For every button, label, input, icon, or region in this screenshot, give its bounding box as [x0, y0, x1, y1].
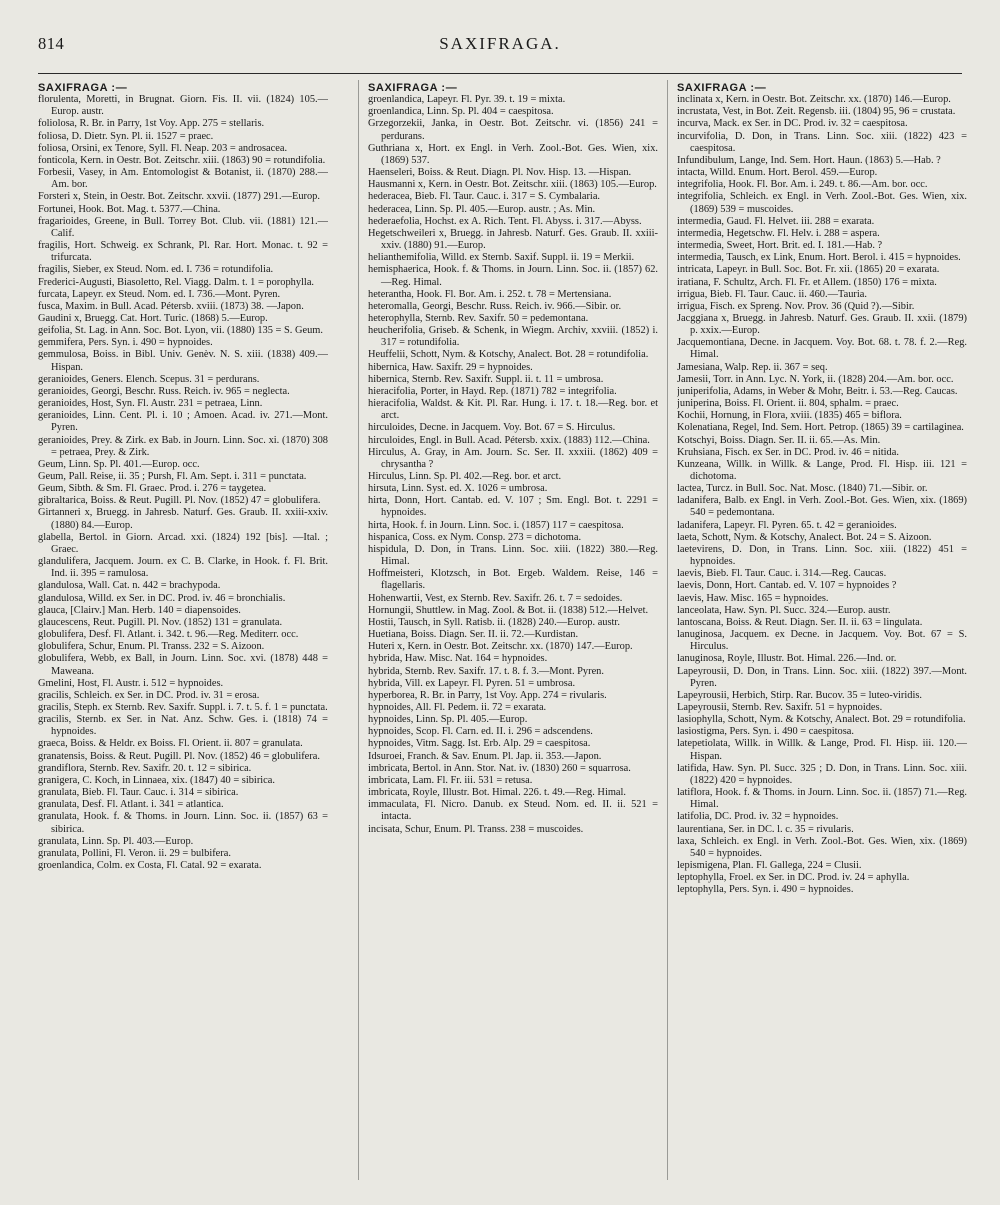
- running-title: SAXIFRAGA.: [439, 34, 561, 53]
- index-entry: granulata, Bieb. Fl. Taur. Cauc. i. 314 = sibirica.: [38, 787, 239, 799]
- index-entry: hederacea, Linn. Sp. Pl. 405.—Europ. austr. ; As. Min.: [368, 203, 596, 215]
- index-entry: latifida, Haw. Syn. Pl. Succ. 325 ; D. Don, in Trans. Linn. Soc. xiii. (1822) 420 = hypnoides.: [677, 762, 967, 786]
- index-entry: juniperina, Boiss. Fl. Orient. ii. 804, sphalm. = praec.: [677, 398, 899, 410]
- index-entry: hirsuta, Linn. Syst. ed. X. 1026 = umbrosa.: [368, 483, 548, 495]
- page-header: [0, 32, 1000, 72]
- column-heading: SAXIFRAGA :—: [38, 82, 128, 94]
- index-entry: hypnoides, Vitm. Sagg. Ist. Erb. Alp. 29 = caespitosa.: [368, 738, 591, 750]
- index-entry: glaucescens, Reut. Pugill. Pl. Nov. (1852) 131 = granulata.: [38, 616, 283, 628]
- index-entry: leptophylla, Froel. ex Ser. in DC. Prod. iv. 24 = aphylla.: [677, 872, 910, 884]
- index-entry: incurva, Mack. ex Ser. in DC. Prod. iv. 32 = caespitosa.: [677, 118, 908, 130]
- index-entry: Kochii, Hornung, in Flora, xviii. (1835) 465 = biflora.: [677, 410, 902, 422]
- index-entry: hirculoides, Decne. in Jacquem. Voy. Bot. 67 = S. Hirculus.: [368, 422, 616, 434]
- index-entry: Hirculus, A. Gray, in Am. Journ. Sc. Ser. II. xxxiii. (1862) 409 = chrysantha ?: [368, 446, 658, 470]
- index-entry: groenlandica, Lapeyr. Fl. Pyr. 39. t. 19 = mixta.: [368, 94, 566, 106]
- index-entry: iratiana, F. Schultz, Arch. Fl. Fr. et Allem. (1850) 176 = mixta.: [677, 276, 937, 288]
- index-entry: fragilis, Hort. Schweig. ex Schrank, Pl. Rar. Hort. Monac. t. 92 = trifurcata.: [38, 240, 328, 264]
- index-entry: intricata, Lapeyr. in Bull. Soc. Bot. Fr. xii. (1865) 20 = exarata.: [677, 264, 940, 276]
- index-entry: laurentiana, Ser. in DC. l. c. 35 = rivularis.: [677, 823, 854, 835]
- index-entry: lanceolata, Haw. Syn. Pl. Succ. 324.—Europ. austr.: [677, 604, 891, 616]
- index-entry: foliosa, D. Dietr. Syn. Pl. ii. 1527 = praec.: [38, 130, 214, 142]
- index-entry: geranioides, Georgi, Beschr. Russ. Reich. iv. 965 = neglecta.: [38, 385, 290, 397]
- index-entry: lactea, Turcz. in Bull. Soc. Nat. Mosc. (1840) 71.—Sibir. or.: [677, 483, 928, 495]
- index-entry: gibraltarica, Boiss. & Reut. Pugill. Pl. Nov. (1852) 47 = globulifera.: [38, 495, 321, 507]
- index-entry: immaculata, Fl. Nicro. Danub. ex Steud. Nom. ed. II. ii. 521 = intacta.: [368, 799, 658, 823]
- index-entry: hispidula, D. Don, in Trans. Linn. Soc. xiii. (1822) 380.—Reg. Himal.: [368, 543, 658, 568]
- index-entry: heucherifolia, Griseb. & Schenk, in Wiegm. Archiv, xxviii. (1852) i. 317 = rotundifolia.: [368, 325, 658, 349]
- index-entry: Infundibulum, Lange, Ind. Sem. Hort. Haun. (1863) 5.—Hab. ?: [677, 154, 941, 166]
- index-entry: latiflora, Hook. f. & Thoms. in Journ. Linn. Soc. ii. (1857) 71.—Reg. Himal.: [677, 787, 967, 811]
- index-entry: geranioides, Geners. Elench. Scepus. 31 = perdurans.: [38, 373, 260, 385]
- index-entry: Forbesii, Vasey, in Am. Entomologist & Botanist, ii. (1870) 288.—Am. bor.: [38, 167, 328, 191]
- index-entry: lanuginosa, Royle, Illustr. Bot. Himal. 226.—Ind. or.: [677, 653, 897, 665]
- index-entry: latepetiolata, Willk. in Willk. & Lange, Prod. Fl. Hisp. iii. 120.—Hispan.: [677, 738, 967, 762]
- index-entry: gracilis, Steph. ex Sternb. Rev. Saxifr. Suppl. i. 7. t. 5. f. 1 = punctata.: [38, 701, 328, 713]
- index-entry: gracilis, Sternb. ex Ser. in Nat. Anz. Schw. Ges. i. (1818) 74 = hypnoides.: [38, 714, 328, 738]
- index-entry: ladanifera, Lapeyr. Fl. Pyren. 65. t. 42 = geranioides.: [677, 519, 897, 531]
- index-entry: fragarioides, Greene, in Bull. Torrey Bot. Club. vii. (1881) 121.—Calif.: [38, 215, 328, 239]
- index-entry: globulifera, Desf. Fl. Atlant. i. 342. t. 96.—Reg. Mediterr. occ.: [38, 629, 299, 641]
- index-entry: Lapeyrousii, Herbich, Stirp. Rar. Bucov. 35 = luteo-viridis.: [677, 689, 922, 701]
- index-entry: Gmelini, Host, Fl. Austr. i. 512 = hypnoides.: [38, 677, 224, 689]
- index-entry: Lapeyrousii, Sternb. Rev. Saxifr. 51 = hypnoides.: [677, 701, 883, 713]
- index-entry: Geum, Linn. Sp. Pl. 401.—Europ. occ.: [38, 458, 200, 470]
- index-entry: hirta, Donn, Hort. Cantab. ed. V. 107 ; Sm. Engl. Bot. t. 2291 = hypnoides.: [368, 495, 658, 519]
- index-entry: hypnoides, Linn. Sp. Pl. 405.—Europ.: [368, 714, 528, 726]
- column-divider: [667, 80, 668, 1180]
- index-entry: hybrida, Haw. Misc. Nat. 164 = hypnoides.: [368, 653, 548, 665]
- index-entry: groenlandica, Linn. Sp. Pl. 404 = caespitosa.: [368, 106, 554, 118]
- index-entry: heterophylla, Sternb. Rev. Saxifr. 50 = pedemontana.: [368, 312, 589, 324]
- index-entry: Huteri x, Kern. in Oestr. Bot. Zeitschr. xx. (1870) 147.—Europ.: [368, 641, 633, 653]
- index-entry: heterantha, Hook. Fl. Bor. Am. i. 252. t. 78 = Mertensiana.: [368, 288, 612, 300]
- index-entry: hybrida, Sternb. Rev. Saxifr. 17. t. 8. f. 3.—Mont. Pyren.: [368, 665, 604, 677]
- index-entry: Hegetschweileri x, Bruegg. in Jahresb. Naturf. Ges. Graub. II. xxiii-xxiv. (1880) 91.—Europ.: [368, 227, 658, 252]
- index-entry: glandulosa, Willd. ex Ser. in DC. Prod. iv. 46 = bronchialis.: [38, 592, 286, 604]
- index-entry: hirculoides, Engl. in Bull. Acad. Pétersb. xxix. (1883) 112.—China.: [368, 434, 650, 446]
- index-entry: hieracifolia, Porter, in Hayd. Rep. (1871) 782 = integrifolia.: [368, 385, 617, 397]
- index-entry: foliosa, Orsini, ex Tenore, Syll. Fl. Neap. 203 = androsacea.: [38, 142, 288, 154]
- index-entry: Grzegorzekii, Janka, in Oestr. Bot. Zeitschr. vi. (1856) 241 = perdurans.: [368, 118, 658, 142]
- index-entry: Hornungii, Shuttlew. in Mag. Zool. & Bot. ii. (1838) 512.—Helvet.: [368, 604, 649, 616]
- index-entry: Heuffelii, Schott, Nym. & Kotschy, Analect. Bot. 28 = rotundifolia.: [368, 349, 649, 361]
- column-divider: [358, 80, 359, 1180]
- index-entry: Hausmanni x, Kern. in Oestr. Bot. Zeitschr. xiii. (1863) 105.—Europ.: [368, 179, 657, 191]
- index-entry: intermedia, Hegetschw. Fl. Helv. i. 288 = aspera.: [677, 227, 880, 239]
- index-entry: helianthemifolia, Willd. ex Sternb. Saxif. Suppl. ii. 19 = Merkii.: [368, 252, 635, 264]
- index-entry: Huetiana, Boiss. Diagn. Ser. II. ii. 72.—Kurdistan.: [368, 629, 579, 641]
- index-entry: Geum, Sibth. & Sm. Fl. Graec. Prod. i. 276 = taygetea.: [38, 483, 267, 495]
- page-number: 814: [38, 34, 65, 53]
- index-entry: Hirculus, Linn. Sp. Pl. 402.—Reg. bor. et arct.: [368, 471, 562, 482]
- index-entry: juniperifolia, Adams, in Weber & Mohr, Beitr. i. 53.—Reg. Caucas.: [677, 385, 958, 397]
- index-entry: Gaudini x, Bruegg. Cat. Hort. Turic. (1868) 5.—Europ.: [38, 312, 268, 324]
- index-entry: intacta, Willd. Enum. Hort. Berol. 459.—Europ.: [677, 167, 878, 179]
- index-entry: hybrida, Vill. ex Lapeyr. Fl. Pyren. 51 = umbrosa.: [368, 677, 576, 689]
- index-entry: gemmifera, Pers. Syn. i. 490 = hypnoides.: [38, 337, 213, 349]
- index-entry: fragilis, Sieber, ex Steud. Nom. ed. I. 736 = rotundifolia.: [38, 264, 274, 276]
- index-entry: laevis, Haw. Misc. 165 = hypnoides.: [677, 592, 829, 604]
- column-heading: SAXIFRAGA :—: [368, 82, 458, 94]
- index-entry: Hoffmeisteri, Klotzsch, in Bot. Ergeb. Waldem. Reise, 146 = flagellaris.: [368, 568, 658, 592]
- index-entry: groenlandica, Colm. ex Costa, Fl. Catal. 92 = exarata.: [38, 860, 262, 871]
- index-entry: Jamesii, Torr. in Ann. Lyc. N. York, ii. (1828) 204.—Am. bor. occ.: [677, 373, 954, 385]
- index-entry: Idsuroei, Franch. & Sav. Enum. Pl. Jap. ii. 353.—Japon.: [368, 750, 602, 762]
- index-entry: hemisphaerica, Hook. f. & Thoms. in Journ. Linn. Soc. ii. (1857) 62.—Reg. Himal.: [368, 264, 658, 288]
- index-entry: intermedia, Sweet, Hort. Brit. ed. I. 181.—Hab. ?: [677, 240, 883, 252]
- index-entry: inclinata x, Kern. in Oestr. Bot. Zeitschr. xx. (1870) 146.—Europ.: [677, 94, 951, 106]
- index-entry: intermedia, Gaud. Fl. Helvet. iii. 288 = exarata.: [677, 215, 875, 227]
- index-entry: incisata, Schur, Enum. Pl. Transs. 238 = muscoides.: [368, 823, 584, 835]
- index-entry: lanuginosa, Jacquem. ex Decne. in Jacquem. Voy. Bot. 67 = S. Hirculus.: [677, 629, 967, 653]
- index-entry: heteromalla, Georgi, Beschr. Russ. Reich. iv. 966.—Sibir. or.: [368, 300, 622, 312]
- index-entry: glabella, Bertol. in Giorn. Arcad. xxi. (1824) 192 [bis]. —Ital. ; Graec.: [38, 531, 328, 555]
- index-entry: Fortunei, Hook. Bot. Mag. t. 5377.—China.: [38, 203, 221, 215]
- index-entry: Jacquemontiana, Decne. in Jacquem. Voy. Bot. 68. t. 78. f. 2.—Reg. Himal.: [677, 337, 967, 361]
- index-entry: imbricata, Royle, Illustr. Bot. Himal. 226. t. 49.—Reg. Himal.: [368, 787, 627, 799]
- index-entry: florulenta, Moretti, in Brugnat. Giorn. Fis. II. vii. (1824) 105.—Europ. austr.: [38, 94, 328, 118]
- index-entry: hibernica, Haw. Saxifr. 29 = hypnoides.: [368, 361, 533, 373]
- index-entry: granulata, Hook. f. & Thoms. in Journ. Linn. Soc. ii. (1857) 63 = sibirica.: [38, 811, 328, 835]
- index-entry: Geum, Pall. Reise, ii. 35 ; Pursh, Fl. Am. Sept. i. 311 = punctata.: [38, 471, 307, 482]
- index-entry: incurvifolia, D. Don, in Trans. Linn. Soc. xiii. (1822) 423 = caespitosa.: [677, 130, 967, 154]
- index-entry: Hostii, Tausch, in Syll. Ratisb. ii. (1828) 240.—Europ. austr.: [368, 616, 620, 628]
- column-heading: SAXIFRAGA :—: [677, 82, 767, 94]
- index-entry: latifolia, DC. Prod. iv. 32 = hypnoides.: [677, 811, 839, 823]
- index-entry: glandulifera, Jacquem. Journ. ex C. B. Clarke, in Hook. f. Fl. Brit. Ind. ii. 395 = ramulosa.: [38, 556, 328, 580]
- index-entry: hypnoides, All. Fl. Pedem. ii. 72 = exarata.: [368, 701, 547, 713]
- index-entry: hederacea, Bieb. Fl. Taur. Cauc. i. 317 = S. Cymbalaria.: [368, 191, 601, 203]
- index-entry: laeta, Schott, Nym. & Kotschy, Analect. Bot. 24 = S. Aizoon.: [677, 531, 932, 543]
- index-entry: Frederici-Augusti, Biasoletto, Rel. Viagg. Dalm. t. 1 = porophylla.: [38, 276, 315, 288]
- index-entry: graeca, Boiss. & Heldr. ex Boiss. Fl. Orient. ii. 807 = granulata.: [38, 738, 303, 750]
- index-entry: Kolenatiana, Regel, Ind. Sem. Hort. Petrop. (1865) 39 = cartilaginea.: [677, 422, 964, 434]
- index-entry: hyperborea, R. Br. in Parry, 1st Voy. App. 274 = rivularis.: [368, 689, 607, 701]
- index-entry: globulifera, Webb, ex Ball, in Journ. Linn. Soc. xvi. (1878) 448 = Maweana.: [38, 653, 328, 677]
- index-entry: lasiostigma, Pers. Syn. i. 490 = caespitosa.: [677, 726, 855, 738]
- index-entry: geranioides, Prey. & Zirk. ex Bab. in Journ. Linn. Soc. xi. (1870) 308 = petraea, Prey. & Zirk.: [38, 434, 328, 458]
- index-entry: furcata, Lapeyr. ex Steud. Nom. ed. I. 736.—Mont. Pyren.: [38, 288, 281, 300]
- index-entry: granulata, Desf. Fl. Atlant. i. 341 = atlantica.: [38, 799, 224, 811]
- index-entry: laetevirens, D. Don, in Trans. Linn. Soc. xiii. (1822) 451 = hypnoides.: [677, 543, 967, 568]
- index-entry: hederaefolia, Hochst. ex A. Rich. Tent. Fl. Abyss. i. 317.—Abyss.: [368, 215, 642, 227]
- header-rule: [38, 73, 962, 74]
- index-entry: geranioides, Host, Syn. Fl. Austr. 231 = petraea, Linn.: [38, 398, 263, 410]
- index-entry: irrigua, Bieb. Fl. Taur. Cauc. ii. 460.—Tauria.: [677, 288, 867, 300]
- index-entry: incrustata, Vest, in Bot. Zeit. Regensb. iii. (1804) 95, 96 = crustata.: [677, 106, 956, 118]
- index-entry: ladanifera, Balb. ex Engl. in Verh. Zool.-Bot. Ges. Wien, xix. (1869) 540 = pedemontana.: [677, 495, 967, 519]
- index-entry: hypnoides, Scop. Fl. Carn. ed. II. i. 296 = adscendens.: [368, 726, 593, 738]
- index-entry: leptophylla, Pers. Syn. i. 490 = hypnoides.: [677, 884, 854, 896]
- index-entry: Guthriana x, Hort. ex Engl. in Verh. Zool.-Bot. Ges. Wien, xix. (1869) 537.: [368, 142, 658, 166]
- index-entry: grandiflora, Sternb. Rev. Saxifr. 20. t. 12 = sibirica.: [38, 762, 252, 774]
- index-entry: integrifolia, Hook. Fl. Bor. Am. i. 249. t. 86.—Am. bor. occ.: [677, 179, 928, 191]
- index-entry: foliolosa, R. Br. in Parry, 1st Voy. App. 275 = stellaris.: [38, 118, 265, 130]
- index-entry: integrifolia, Schleich. ex Engl. in Verh. Zool.-Bot. Ges. Wien, xix. (1869) 539 = muscoides.: [677, 191, 967, 215]
- index-entry: Kotschyi, Boiss. Diagn. Ser. II. ii. 65.—As. Min.: [677, 434, 881, 446]
- index-entry: geranioides, Linn. Cent. Pl. i. 10 ; Amoen. Acad. iv. 271.—Mont. Pyren.: [38, 410, 328, 434]
- index-entry: Hohenwartii, Vest, ex Sternb. Rev. Saxifr. 26. t. 7 = sedoides.: [368, 592, 623, 604]
- index-entry: fusca, Maxim. in Bull. Acad. Pétersb. xviii. (1873) 38. —Japon.: [38, 300, 304, 312]
- index-entry: Forsteri x, Stein, in Oestr. Bot. Zeitschr. xxvii. (1877) 291.—Europ.: [38, 191, 320, 203]
- index-entry: Jamesiana, Walp. Rep. ii. 367 = seq.: [677, 361, 828, 373]
- index-entry: lantoscana, Boiss. & Reut. Diagn. Ser. II. ii. 63 = lingulata.: [677, 616, 923, 628]
- index-entry: granulata, Linn. Sp. Pl. 403.—Europ.: [38, 835, 194, 847]
- index-entry: imbricata, Bertol. in Ann. Stor. Nat. iv. (1830) 260 = squarrosa.: [368, 762, 631, 774]
- index-entry: granulata, Pollini, Fl. Veron. ii. 29 = bulbifera.: [38, 847, 231, 859]
- index-entry: laxa, Schleich. ex Engl. in Verh. Zool.-Bot. Ges. Wien, xix. (1869) 540 = hypnoides.: [677, 835, 967, 859]
- index-entry: granatensis, Boiss. & Reut. Pugill. Pl. Nov. (1852) 46 = globulifera.: [38, 750, 320, 762]
- index-entry: Kunzeana, Willk. in Willk. & Lange, Prod. Fl. Hisp. iii. 121 = dichotoma.: [677, 458, 967, 482]
- index-entry: Lapeyrousii, D. Don, in Trans. Linn. Soc. xiii. (1822) 397.—Mont. Pyren.: [677, 665, 967, 689]
- index-entry: glandulosa, Wall. Cat. n. 442 = brachypoda.: [38, 580, 221, 592]
- index-entry: glauca, [Clairv.] Man. Herb. 140 = diapensoides.: [38, 604, 241, 616]
- index-entry: granigera, C. Koch, in Linnaea, xix. (1847) 40 = sibirica.: [38, 774, 275, 786]
- index-entry: hieracifolia, Waldst. & Kit. Pl. Rar. Hung. i. 17. t. 18.—Reg. bor. et arct.: [368, 398, 658, 422]
- index-entry: imbricata, Lam. Fl. Fr. iii. 531 = retusa.: [368, 774, 533, 786]
- index-entry: lepismigena, Plan. Fl. Gallega, 224 = Clusii.: [677, 860, 862, 871]
- index-entry: Jacggiana x, Bruegg. in Jahresb. Naturf. Ges. Graub. II. xxii. (1879) p. xxix.—Europ.: [677, 312, 967, 337]
- index-entry: gemmulosa, Boiss. in Bibl. Univ. Genèv. N. S. xiii. (1838) 409.—Hispan.: [38, 349, 328, 373]
- index-entry: fonticola, Kern. in Oestr. Bot. Zeitschr. xiii. (1863) 90 = rotundifolia.: [38, 154, 326, 166]
- index-entry: Haenseleri, Boiss. & Reut. Diagn. Pl. Nov. Hisp. 13. —Hispan.: [368, 167, 632, 179]
- index-entry: intermedia, Tausch, ex Link, Enum. Hort. Berol. i. 415 = hypnoides.: [677, 252, 961, 264]
- index-entry: hibernica, Sternb. Rev. Saxifr. Suppl. ii. t. 11 = umbrosa.: [368, 373, 604, 385]
- index-entry: lasiophylla, Schott, Nym. & Kotschy, Analect. Bot. 29 = rotundifolia.: [677, 714, 966, 726]
- index-entry: irrigua, Fisch. ex Spreng. Nov. Prov. 36 (Quid ?).—Sibir.: [677, 300, 915, 312]
- index-entry: laevis, Bieb. Fl. Taur. Cauc. i. 314.—Reg. Caucas.: [677, 568, 887, 580]
- column-1: [38, 80, 328, 1195]
- column-2: [368, 80, 658, 1195]
- index-entry: Kruhsiana, Fisch. ex Ser. in DC. Prod. iv. 46 = nitida.: [677, 446, 899, 458]
- index-entry: geifolia, St. Lag. in Ann. Soc. Bot. Lyon, vii. (1880) 135 = S. Geum.: [38, 325, 323, 337]
- column-3: [677, 80, 967, 1195]
- index-entry: Girtanneri x, Bruegg. in Jahresb. Naturf. Ges. Graub. II. xxiii-xxiv. (1880) 84.—Europ.: [38, 507, 328, 531]
- index-entry: hirta, Hook. f. in Journ. Linn. Soc. i. (1857) 117 = caespitosa.: [368, 519, 624, 531]
- index-entry: laevis, Donn, Hort. Cantab. ed. V. 107 = hypnoides ?: [677, 580, 897, 592]
- index-entry: globulifera, Schur, Enum. Pl. Transs. 232 = S. Aizoon.: [38, 641, 265, 653]
- index-entry: hispanica, Coss. ex Nym. Consp. 273 = dichotoma.: [368, 531, 582, 543]
- index-entry: gracilis, Schleich. ex Ser. in DC. Prod. iv. 31 = erosa.: [38, 689, 260, 701]
